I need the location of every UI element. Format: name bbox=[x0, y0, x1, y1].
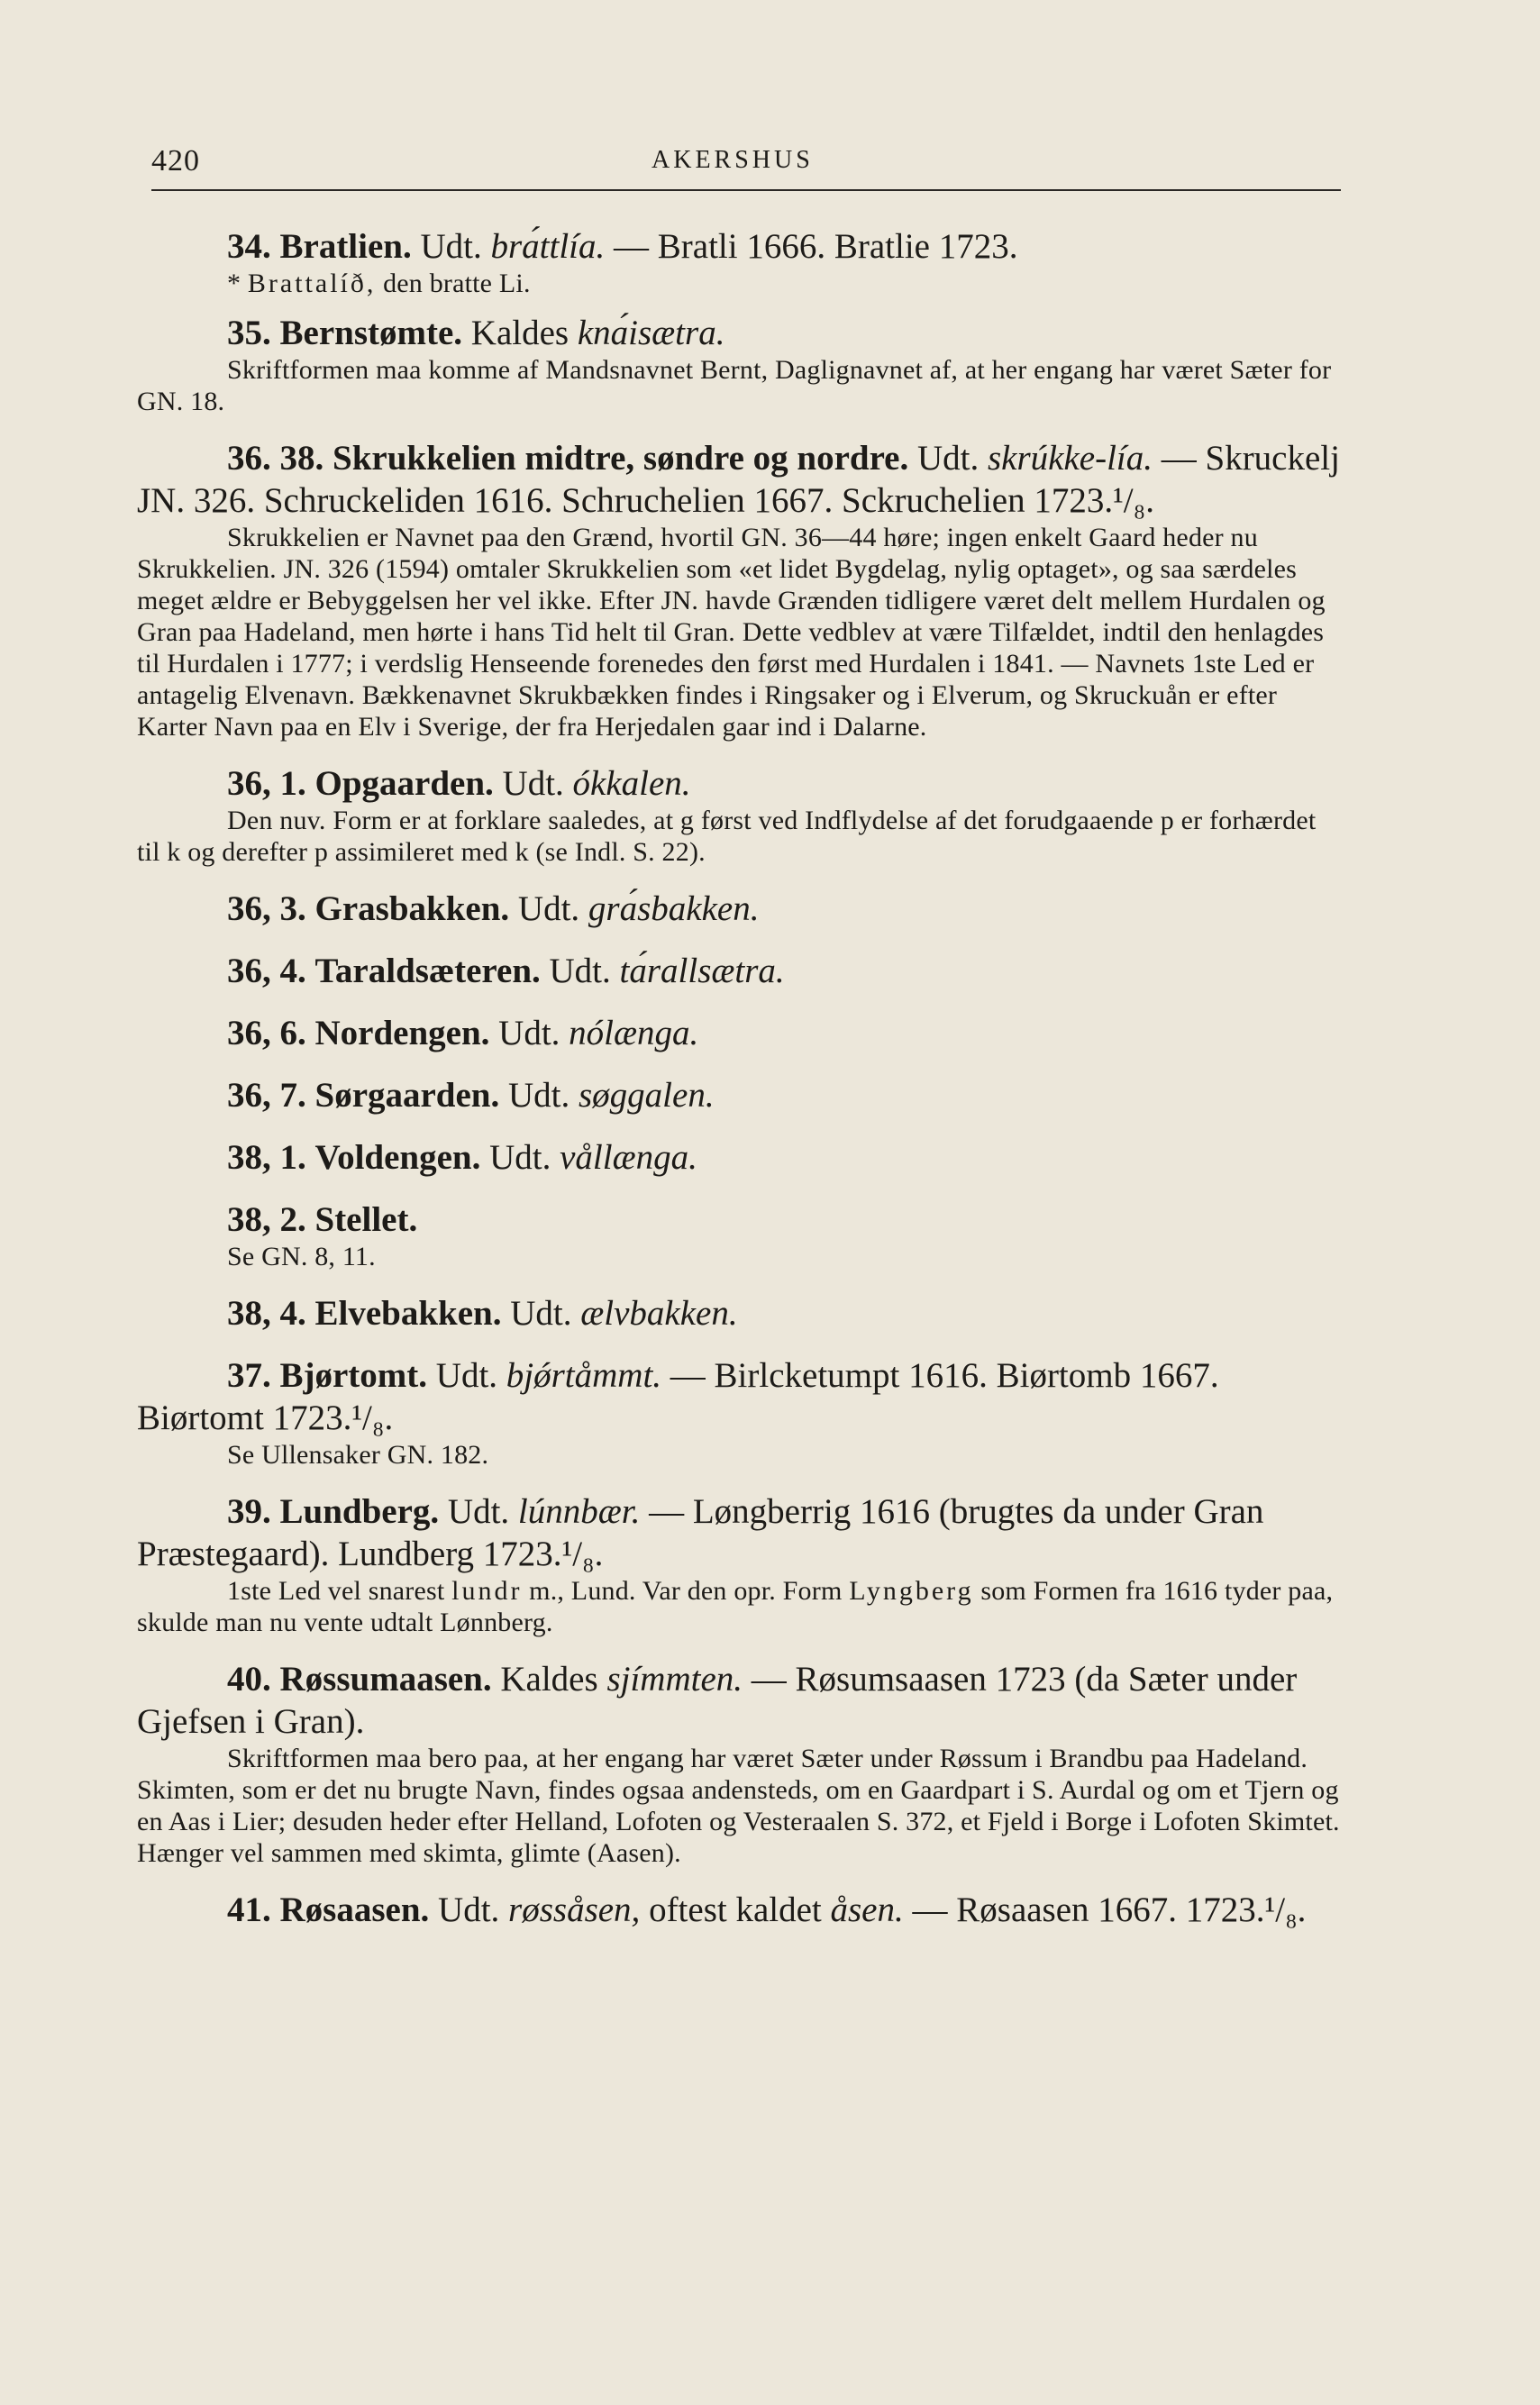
entry-heading bbox=[137, 1012, 1344, 1054]
entry-number: 36, 4. bbox=[227, 952, 306, 990]
historical-forms: — Skruckelj JN. 326. Schruckeliden 1616. Schruchelien 1667. Sckruchelien 1723.¹/₈. bbox=[137, 439, 1340, 520]
entry-number: 37. bbox=[227, 1356, 271, 1395]
historical-forms: — Løngberrig 1616 (brugtes da under Gran Præstegaard). Lundberg 1723.¹/₈. bbox=[137, 1492, 1264, 1573]
entry-name: Bjørtomt. bbox=[279, 1356, 428, 1395]
historical-forms: — Birlcketumpt 1616. Biørtomb 1667. Biørtomt 1723.¹/₈. bbox=[137, 1356, 1219, 1437]
entry-number: 38, 4. bbox=[227, 1294, 306, 1333]
entry-38-1 bbox=[137, 1136, 1344, 1179]
historical-forms: — Røsumsaasen 1723 (da Sæter under Gjefsen i Gran). bbox=[137, 1660, 1298, 1741]
entry-number: 36, 6. bbox=[227, 1014, 306, 1052]
pronunciation: sjímmten. bbox=[606, 1660, 743, 1699]
entry-name: Voldengen. bbox=[314, 1138, 481, 1177]
entry-36-1 bbox=[137, 762, 1344, 868]
entry-heading bbox=[137, 1074, 1344, 1116]
entry-number: 38, 2. bbox=[227, 1200, 306, 1239]
entry-name: Stellet. bbox=[314, 1200, 418, 1239]
entry-note: Skriftformen maa komme af Mandsnavnet Bernt, Daglignavnet af, at her engang har været Sæter for GN. 18. bbox=[137, 355, 1332, 416]
pronunciation: ælvbakken. bbox=[580, 1294, 738, 1333]
pronunciation: brа́ttlía. bbox=[490, 227, 606, 266]
entry-note bbox=[137, 268, 1344, 299]
pronunciation: vållænga. bbox=[560, 1138, 697, 1177]
pron-label: Udt. bbox=[916, 439, 980, 478]
entry-36-6 bbox=[137, 1012, 1344, 1054]
pronunciation: søggalen. bbox=[579, 1076, 715, 1115]
pron-label: Udt. bbox=[508, 1076, 570, 1115]
entry-note: Se GN. 8, 11. bbox=[227, 1242, 376, 1271]
entry-36-4 bbox=[137, 950, 1344, 992]
entry-heading bbox=[137, 1292, 1344, 1335]
note-text: 1ste Led vel snarest bbox=[227, 1576, 445, 1606]
entry-number: 35. bbox=[227, 314, 271, 352]
original-form: Lyngberg bbox=[849, 1576, 974, 1606]
pronunciation: skrúkke-lía. bbox=[987, 439, 1153, 478]
pron-label: Udt. bbox=[420, 227, 482, 266]
entry-heading bbox=[137, 762, 1344, 805]
entry-heading bbox=[137, 1198, 1344, 1241]
entry-note: Skrukkelien er Navnet paa den Grænd, hvortil GN. 36—44 høre; ingen enkelt Gaard heder nu Skrukkelien. JN. 326 (1594) omtaler Skrukkelien som «et lidet Bygdelag, nylig optaget», og saa særdeles meget ældre er Bebyggelsen her vel ikke. Efter JN. havde Grænden tidligere været delt mellem Hurdalen og Gran paa Hadeland, men hørte i hans Tid helt til Gran. Dette vedblev at være Tilfældet, indtil den henlagdes til Hurdalen i 1777; i verdslig Henseende forenedes den først med Hurdalen i 1841. — Navnets 1ste Led er antagelig Elvenavn. Bækkenavnet Skrukbækken findes i Ringsaker og i Elverum, og Skruckuån er efter Karter Navn paa en Elv i Sverige, der fra Herjedalen gaar ind i Dalarne. bbox=[137, 523, 1326, 742]
page-number: 420 bbox=[151, 144, 200, 178]
entry-heading bbox=[137, 225, 1344, 268]
entry-heading bbox=[137, 312, 1344, 354]
entry-heading bbox=[137, 888, 1344, 930]
entry-heading bbox=[137, 1658, 1344, 1743]
entry-38-4 bbox=[137, 1292, 1344, 1335]
entry-38-2 bbox=[137, 1198, 1344, 1272]
pron-label: Kaldes bbox=[500, 1660, 598, 1699]
entry-name: Opgaarden. bbox=[314, 764, 494, 803]
pron-label: Udt. bbox=[447, 1492, 510, 1531]
entry-heading bbox=[137, 1354, 1344, 1439]
pron-label: Udt. bbox=[502, 764, 564, 803]
pronunciation: røssåsen, bbox=[508, 1890, 641, 1929]
entry-name: Sørgaarden. bbox=[314, 1076, 500, 1115]
pron-label: Udt. bbox=[498, 1014, 560, 1052]
entry-41 bbox=[137, 1889, 1344, 1931]
entry-note: Se Ullensaker GN. 182. bbox=[227, 1440, 489, 1470]
historical-forms: — Røsaasen 1667. 1723.¹/₈. bbox=[912, 1890, 1307, 1929]
entry-note bbox=[137, 1575, 1344, 1638]
page-header bbox=[151, 144, 1341, 191]
pron-label: Kaldes bbox=[470, 314, 570, 352]
page-body bbox=[137, 225, 1344, 1931]
entry-name: Grasbakken. bbox=[314, 889, 510, 928]
entry-name: Røsaasen. bbox=[279, 1890, 430, 1929]
entry-heading bbox=[137, 1889, 1344, 1931]
pronunciation: lúnnbær. bbox=[517, 1492, 641, 1531]
entry-36-3 bbox=[137, 888, 1344, 930]
entry-number: 39. bbox=[227, 1492, 271, 1531]
entry-37 bbox=[137, 1354, 1344, 1471]
pron-label: Udt. bbox=[517, 889, 580, 928]
entry-name: Skrukkelien midtre, søndre og nordre. bbox=[333, 439, 909, 478]
pron-label: Udt. bbox=[438, 1890, 500, 1929]
entry-number: 41. bbox=[227, 1890, 271, 1929]
entry-name: Bratlien. bbox=[279, 227, 412, 266]
entry-heading bbox=[137, 950, 1344, 992]
entry-39 bbox=[137, 1490, 1344, 1638]
pronunciation: tа́rallsætra. bbox=[619, 952, 785, 990]
pronunciation: ókkalen. bbox=[572, 764, 691, 803]
entry-number: 36, 1. bbox=[227, 764, 306, 803]
entry-heading bbox=[137, 437, 1344, 522]
entry-name: Nordengen. bbox=[314, 1014, 490, 1052]
note-text: den bratte Li. bbox=[383, 269, 531, 298]
entry-name: Bernstømte. bbox=[279, 314, 463, 352]
historical-forms: — Bratli 1666. Bratlie 1723. bbox=[614, 227, 1018, 266]
note-text: oftest kaldet bbox=[649, 1890, 822, 1929]
pron-label: Udt. bbox=[489, 1138, 551, 1177]
entry-heading bbox=[137, 1490, 1344, 1575]
entry-40 bbox=[137, 1658, 1344, 1869]
entry-name: Lundberg. bbox=[279, 1492, 440, 1531]
entry-name: Taraldsæteren. bbox=[314, 952, 541, 990]
pronunciation: knа́isætra. bbox=[577, 314, 725, 352]
pronunciation: grа́sbakken. bbox=[588, 889, 760, 928]
reconstructed-form: Brattalíð, bbox=[247, 269, 377, 298]
entry-number: 36. 38. bbox=[227, 439, 324, 478]
entry-number: 36, 7. bbox=[227, 1076, 306, 1115]
pronunciation: nólænga. bbox=[569, 1014, 699, 1052]
star-mark: * bbox=[227, 269, 241, 298]
old-norse-form: lundr bbox=[451, 1576, 523, 1606]
running-head: AKERSHUS bbox=[652, 146, 814, 174]
entry-number: 36, 3. bbox=[227, 889, 306, 928]
entry-name: Røssumaasen. bbox=[279, 1660, 492, 1699]
entry-36-38 bbox=[137, 437, 1344, 742]
entry-number: 40. bbox=[227, 1660, 271, 1699]
entry-36-7 bbox=[137, 1074, 1344, 1116]
pronunciation: bjǿrtåmmt. bbox=[506, 1356, 662, 1395]
note-text: som Formen fra 1616 tyder paa, skulde man nu vente udtalt Lønnberg. bbox=[137, 1576, 1334, 1637]
entry-number: 38, 1. bbox=[227, 1138, 306, 1177]
entry-note: Skriftformen maa bero paa, at her engang har været Sæter under Røssum i Brandbu paa Hadeland. Skimten, som er det nu brugte Navn, findes ogsaa andensteds, om en Gaardpart i S. Aurdal og om et Tjern og en Aas i Lier; desuden heder efter Helland, Lofoten og Vesteraalen S. 372, et Fjeld i Borge i Lofoten Skimtet. Hænger vel sammen med skimta, glimte (Aasen). bbox=[137, 1744, 1340, 1868]
pron-label: Udt. bbox=[510, 1294, 572, 1333]
entry-name: Elvebakken. bbox=[314, 1294, 502, 1333]
entry-note: Den nuv. Form er at forklare saaledes, at g først ved Indflydelse af det forudgaaende p er forhærdet til k og derefter p assimileret med k (se Indl. S. 22). bbox=[137, 806, 1317, 867]
entry-heading bbox=[137, 1136, 1344, 1179]
pron-label: Udt. bbox=[549, 952, 611, 990]
entry-34 bbox=[137, 225, 1344, 299]
note-text: m., Lund. Var den opr. Form bbox=[529, 1576, 843, 1606]
entry-35 bbox=[137, 312, 1344, 417]
pronunciation-alt: åsen. bbox=[830, 1890, 904, 1929]
entry-number: 34. bbox=[227, 227, 271, 266]
pron-label: Udt. bbox=[435, 1356, 498, 1395]
